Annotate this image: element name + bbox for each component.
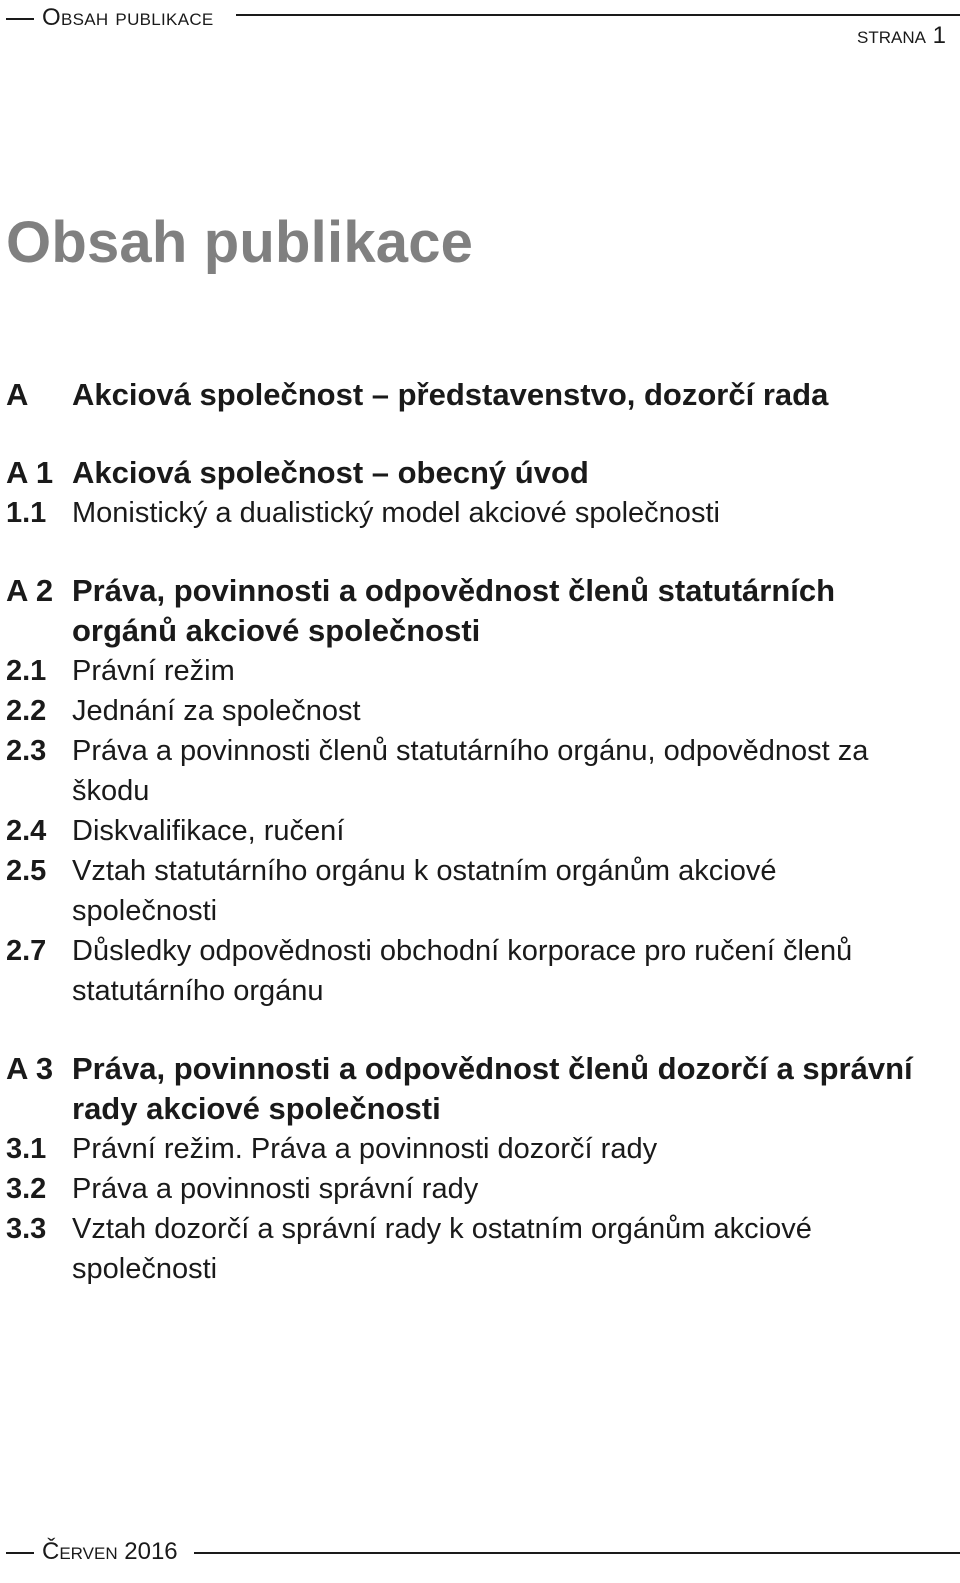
toc-item-title: Právní režim. Práva a povinnosti dozorčí rady: [72, 1133, 658, 1165]
toc-item[interactable]: [6, 731, 926, 811]
toc-item-number: 2.5: [6, 855, 47, 887]
toc-item-title: Monistický a dualistický model akciové společnosti: [72, 497, 720, 529]
toc-part-heading[interactable]: [6, 375, 926, 415]
toc-item-number: 3.2: [6, 1173, 47, 1205]
toc-item-title: Právní režim: [72, 655, 235, 687]
page-title: Obsah publikace: [6, 210, 474, 275]
toc-item-title: Práva a povinnosti správní rady: [72, 1173, 479, 1205]
toc-item[interactable]: [6, 811, 926, 851]
toc-section-heading[interactable]: [6, 1049, 926, 1129]
toc-section-heading[interactable]: [6, 571, 926, 651]
toc-item[interactable]: [6, 1209, 926, 1289]
toc-item[interactable]: [6, 651, 926, 691]
toc-sections: [6, 453, 926, 1289]
toc-item-title: Jednání za společnost: [72, 695, 361, 727]
page-number: strana 1: [857, 22, 946, 49]
footer-date: Červen 2016: [42, 1538, 178, 1565]
toc-section-title: Práva, povinnosti a odpovědnost členů statutárních orgánů akciové společnosti: [72, 573, 836, 648]
toc-item-number: 2.7: [6, 935, 47, 967]
toc-item-number: 2.3: [6, 735, 47, 767]
running-footer: [0, 1528, 960, 1578]
toc-section: [6, 453, 926, 533]
toc-item-number: 3.1: [6, 1133, 47, 1165]
toc-section-heading[interactable]: [6, 453, 926, 493]
toc-item[interactable]: [6, 1129, 926, 1169]
toc-item-number: 3.3: [6, 1213, 47, 1245]
toc-item-number: 2.2: [6, 695, 47, 727]
toc-section-title: Akciová společnost – obecný úvod: [72, 455, 589, 490]
toc-item[interactable]: [6, 493, 926, 533]
toc-item-title: Práva a povinnosti členů statutárního orgánu, odpovědnost za škodu: [72, 735, 869, 807]
toc-item-title: Diskvalifikace, ručení: [72, 815, 345, 847]
toc-item-title: Vztah statutárního orgánu k ostatním orgánům akciové společnosti: [72, 855, 777, 927]
running-title: Obsah publikace: [42, 4, 214, 31]
toc-item-number: 2.1: [6, 655, 47, 687]
header-rule-right: [236, 14, 960, 16]
header-rule-left: [6, 18, 34, 20]
toc-item-number: 1.1: [6, 497, 47, 529]
toc-section: [6, 571, 926, 1011]
toc-part: [6, 375, 926, 415]
toc-section-number: A 3: [6, 1051, 54, 1086]
footer-rule-right: [194, 1552, 960, 1554]
toc-section-number: A 1: [6, 455, 54, 490]
toc-item-title: Důsledky odpovědnosti obchodní korporace pro ručení členů statutárního orgánu: [72, 935, 853, 1007]
toc-item[interactable]: [6, 851, 926, 931]
running-header: [0, 0, 960, 60]
toc-part-title: Akciová společnost – představenstvo, dozorčí rada: [72, 377, 829, 412]
toc-section-title: Práva, povinnosti a odpovědnost členů dozorčí a správní rady akciové společnosti: [72, 1051, 913, 1126]
toc-section-number: A 2: [6, 573, 54, 608]
footer-rule-left: [6, 1552, 34, 1554]
toc-item[interactable]: [6, 1169, 926, 1209]
toc-item-number: 2.4: [6, 815, 47, 847]
toc-item[interactable]: [6, 691, 926, 731]
table-of-contents: [6, 375, 926, 1327]
toc-item[interactable]: [6, 931, 926, 1011]
toc-part-number: A: [6, 377, 29, 412]
toc-item-title: Vztah dozorčí a správní rady k ostatním orgánům akciové společnosti: [72, 1213, 812, 1285]
toc-section: [6, 1049, 926, 1289]
